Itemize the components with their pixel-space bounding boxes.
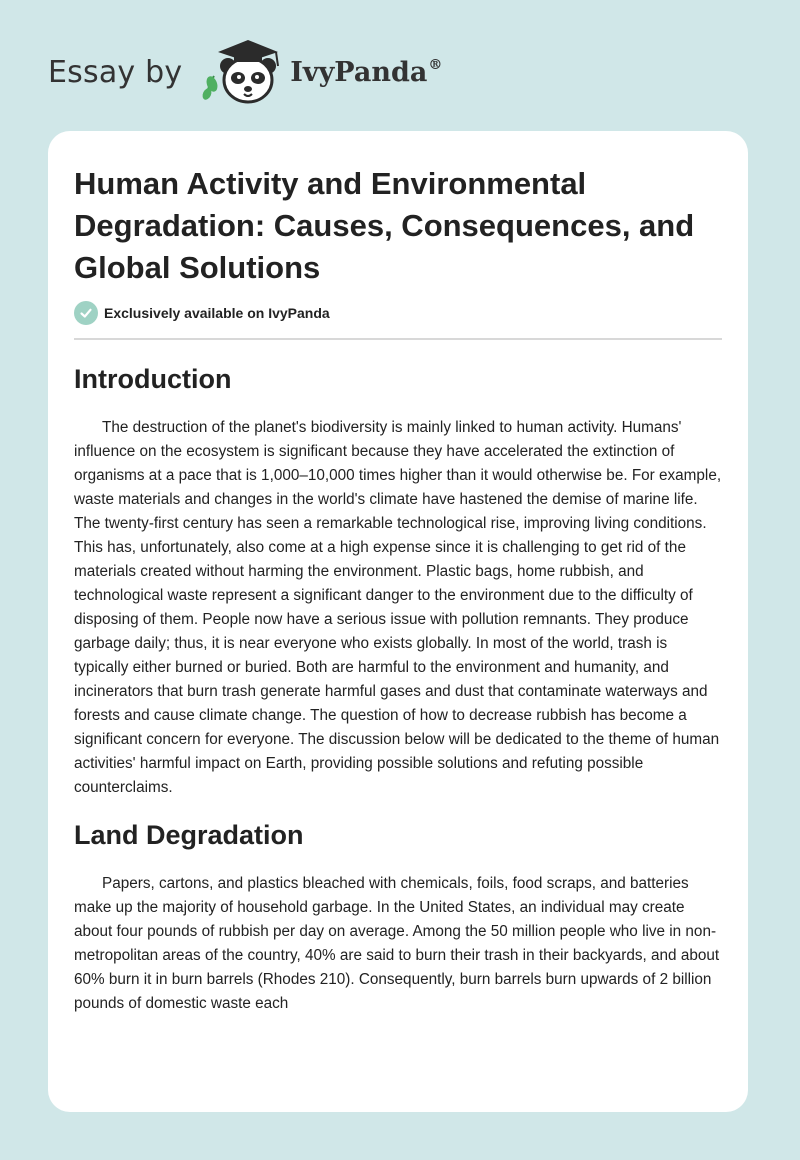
section-body-introduction: The destruction of the planet's biodiversity is mainly linked to human activity. Humans' influence on the ecosystem is significant because they have accelerated the extinction of organisms at a pace that is 1,000–10,000 times higher than it would otherwise be. For example, waste materials and changes in the world's climate have hastened the demise of marine life. The twenty-first century has seen a remarkable technological rise, improving living conditions. This has, unfortunately, also come at a high expense since it is challenging to get rid of the materials created without harming the environment. Plastic bags, home rubbish, and technological waste represent a significant danger to the environment due to the difficulty of disposing of them. People now have a serious issue with pollution remnants. They produce garbage daily; thus, it is near everyone who exists globally. In most of the world, trash is typically either burned or buried. Both are harmful to the environment and humanity, and incinerators that burn trash generate harmful gases and dust that contaminate waterways and forests and cause climate change. The question of how to decrease rubbish has become a significant concern for everyone. The discussion below will be dedicated to the theme of human activities' harmful impact on Earth, providing possible solutions and refuting possible counterclaims. (74, 419, 722, 796)
section-heading-introduction: Introduction (74, 364, 232, 394)
essay-title: Human Activity and Environmental Degradation: Causes, Consequences, and Global Solutions (74, 166, 695, 285)
section-body-land-degradation: Papers, cartons, and plastics bleached with chemicals, foils, food scraps, and batteries make up the majority of household garbage. In the United States, an individual may create about four pounds of rubbish per day on average. Among the 50 million people who live in non-metropolitan areas of the country, 40% are said to burn their trash in their backyards, and about 60% burn it in burn barrels (Rhodes 210). Consequently, burn barrels burn upwards of 2 billion pounds of domestic waste each (74, 875, 720, 1012)
brand-name: IvyPanda® (290, 56, 443, 88)
registered-mark: ® (428, 56, 443, 73)
divider (74, 338, 722, 340)
essay-by-label: Essay by (48, 54, 183, 90)
exclusive-label: Exclusively available on IvyPanda (104, 305, 330, 321)
brand-header[interactable] (48, 36, 442, 108)
check-icon (74, 301, 98, 325)
section-heading-land-degradation: Land Degradation (74, 820, 304, 850)
exclusive-badge (74, 301, 722, 325)
panda-logo-icon (198, 36, 286, 108)
essay-card (48, 131, 748, 1112)
